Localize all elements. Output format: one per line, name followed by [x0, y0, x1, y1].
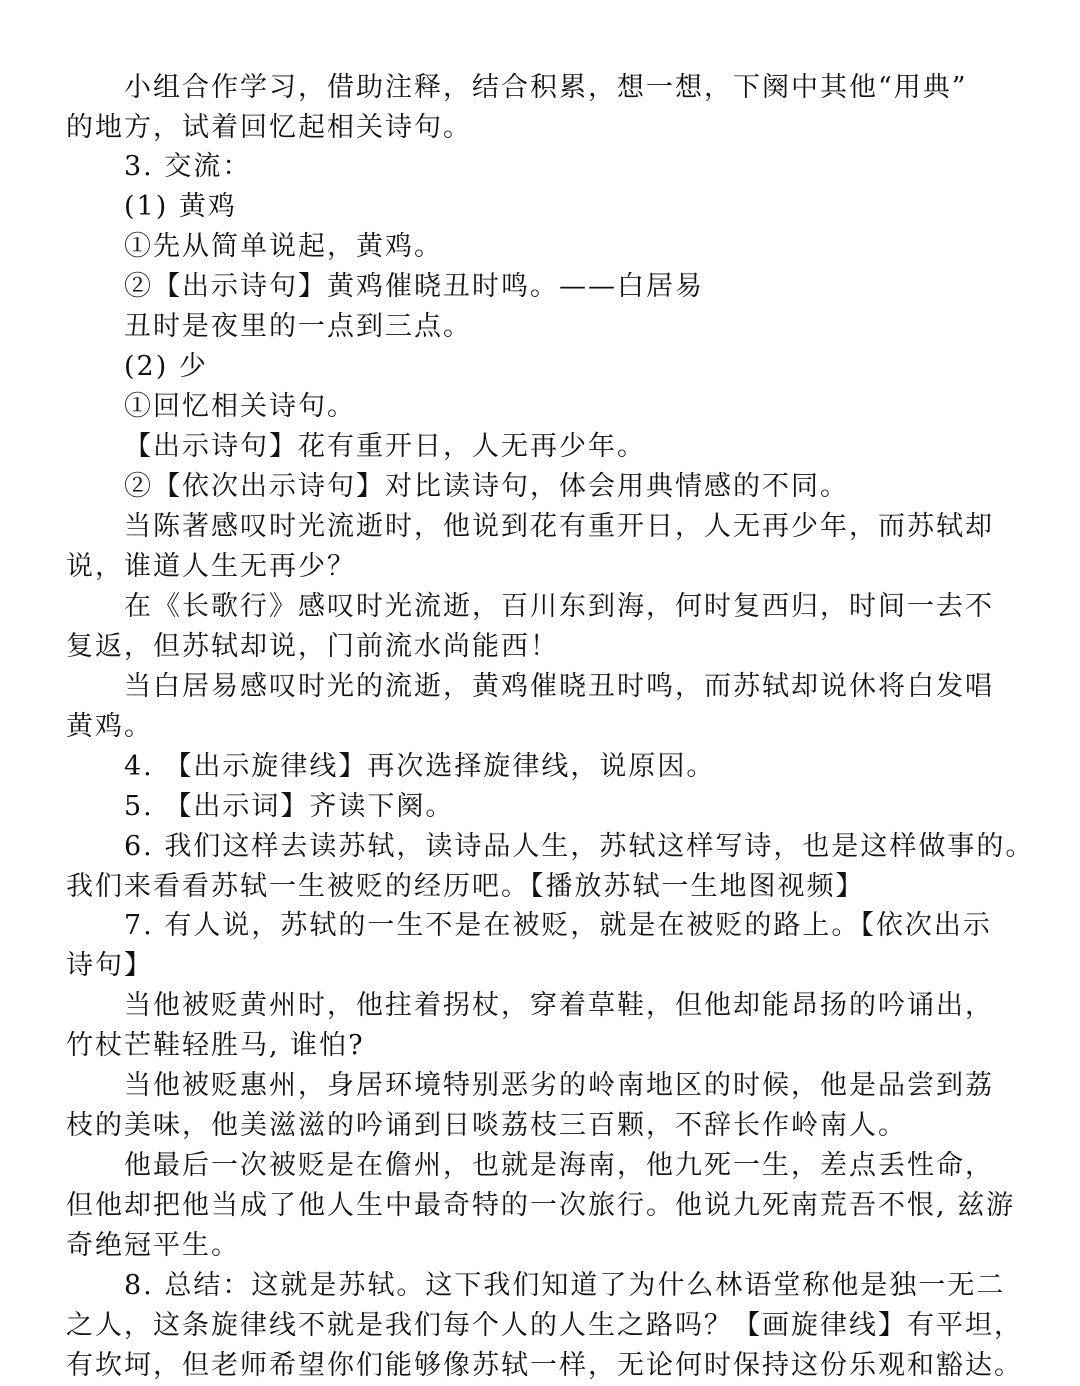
- text-line: 竹杖芒鞋轻胜马, 谁怕?: [66, 1030, 365, 1061]
- text-line: 当他被贬惠州，身居环境特别恶劣的岭南地区的时候，他是品尝到荔: [124, 1070, 994, 1101]
- text-line: 黄鸡。: [66, 711, 153, 742]
- text-line: 枝的美味，他美滋滋的吟诵到日啖荔枝三百颗，不辞长作岭南人。: [66, 1110, 907, 1141]
- text-line: 复返，但苏轼却说，门前流水尚能西！: [66, 631, 559, 662]
- text-line: 当陈著感叹时光流逝时，他说到花有重开日，人无再少年，而苏轼却: [124, 511, 994, 542]
- text-line: 有坎坷，但老师希望你们能够像苏轼一样，无论何时保持这份乐观和豁达。: [66, 1350, 1023, 1381]
- section-heading: 4. 【出示旋律线】再次选择旋律线，说原因。: [124, 751, 716, 782]
- subsection-heading: (1) 黄鸡: [124, 191, 237, 222]
- text-line: 【出示诗句】花有重开日，人无再少年。: [124, 431, 646, 462]
- text-line: 的地方，试着回忆起相关诗句。: [66, 112, 472, 143]
- text-line: 小组合作学习，借助注释，结合积累，想一想，下阕中其他“用典”: [124, 72, 968, 103]
- text-line: 丑时是夜里的一点到三点。: [124, 311, 472, 342]
- text-line: ②【出示诗句】黄鸡催晓丑时鸣。——白居易: [124, 271, 704, 302]
- text-line: 但他却把他当成了他人生中最奇特的一次旅行。他说九死南荒吾不恨, 兹游: [66, 1190, 1016, 1221]
- text-line: 奇绝冠平生。: [66, 1230, 240, 1261]
- section-heading: 8. 总结：这就是苏轼。这下我们知道了为什么林语堂称他是独一无二: [124, 1270, 1006, 1301]
- text-line: 之人，这条旋律线不就是我们每个人的人生之路吗？【画旋律线】有平坦，: [66, 1310, 1023, 1341]
- subsection-heading: (2) 少: [124, 351, 208, 382]
- section-heading: 6. 我们这样去读苏轼，读诗品人生，苏轼这样写诗，也是这样做事的。: [124, 831, 1035, 862]
- section-heading: 5. 【出示词】齐读下阕。: [124, 791, 455, 822]
- text-line: ①回忆相关诗句。: [124, 391, 356, 422]
- text-line: ①先从简单说起，黄鸡。: [124, 231, 443, 262]
- section-heading: 3. 交流：: [124, 151, 252, 182]
- text-line: 说，谁道人生无再少？: [66, 551, 356, 582]
- text-line: 当白居易感叹时光的流逝，黄鸡催晓丑时鸣，而苏轼却说休将白发唱: [124, 671, 994, 702]
- text-line: 我们来看看苏轼一生被贬的经历吧。【播放苏轼一生地图视频】: [66, 871, 865, 902]
- text-line: 他最后一次被贬是在儋州，也就是海南，他九死一生，差点丢性命，: [124, 1150, 994, 1181]
- text-line: 诗句】: [66, 950, 153, 981]
- text-line: ②【依次出示诗句】对比读诗句，体会用典情感的不同。: [124, 471, 849, 502]
- text-line: 在《长歌行》感叹时光流逝，百川东到海，何时复西归，时间一去不: [124, 591, 994, 622]
- section-heading: 7. 有人说，苏轼的一生不是在被贬，就是在被贬的路上。【依次出示: [124, 910, 992, 941]
- text-line: 当他被贬黄州时，他拄着拐杖，穿着草鞋，但他却能昂扬的吟诵出，: [124, 990, 994, 1021]
